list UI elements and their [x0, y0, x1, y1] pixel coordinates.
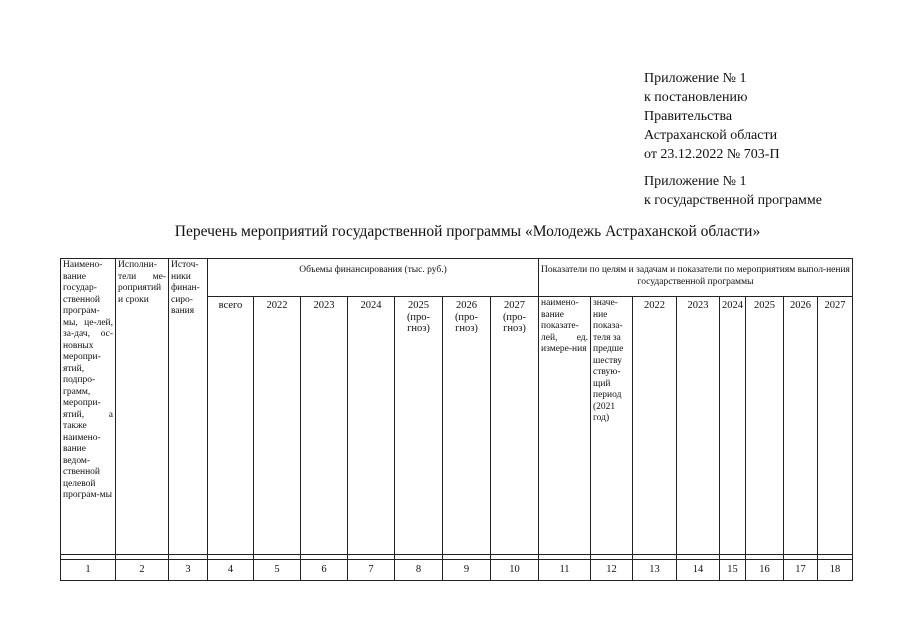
- header-fin-year: 2027 (про-гноз): [491, 297, 539, 555]
- header-executors-column: Исполни-тели ме-роприятий и сроки: [116, 259, 169, 555]
- header-ind-year: 2023: [677, 297, 720, 555]
- appendix-line: к государственной программе: [644, 193, 822, 208]
- header-fin-year: 2024: [348, 297, 395, 555]
- column-number: 16: [746, 560, 784, 581]
- column-number: 13: [633, 560, 677, 581]
- appendix-line: Приложение № 1: [644, 174, 747, 189]
- column-number: 1: [61, 560, 116, 581]
- column-number: 8: [395, 560, 443, 581]
- column-number: 5: [254, 560, 301, 581]
- appendix-header-program: [644, 172, 894, 210]
- header-ind-year: 2026: [784, 297, 818, 555]
- header-fin-total: всего: [208, 297, 254, 555]
- appendix-line: к постановлению: [644, 90, 748, 105]
- header-fin-year: 2026 (про-гноз): [443, 297, 491, 555]
- header-financing-group: Объемы финансирования (тыс. руб.): [208, 259, 539, 297]
- column-number: 14: [677, 560, 720, 581]
- header-ind-year: 2024: [720, 297, 746, 555]
- column-number: 15: [720, 560, 746, 581]
- appendix-line: Приложение № 1: [644, 71, 747, 86]
- column-number: 17: [784, 560, 818, 581]
- column-number: 3: [169, 560, 208, 581]
- appendix-line: от 23.12.2022 № 703-П: [644, 147, 780, 162]
- header-fin-year: 2023: [301, 297, 348, 555]
- column-number: 7: [348, 560, 395, 581]
- column-number: 18: [818, 560, 853, 581]
- column-number: 4: [208, 560, 254, 581]
- header-ind-year: 2022: [633, 297, 677, 555]
- header-name-column: Наимено-вание государ-ственной програм-мы, це-лей, за-дач, ос-новных меропри-ятий, подпро-грамм, меропри-ятий, а также наимено-вание ведом-ственной целевой програм-мы: [61, 259, 116, 555]
- header-sources-column: Источ-ники финан-сиро-вания: [169, 259, 208, 555]
- column-number: 6: [301, 560, 348, 581]
- activities-table: [60, 258, 853, 581]
- column-number: 11: [539, 560, 591, 581]
- column-number: 9: [443, 560, 491, 581]
- column-number: 12: [591, 560, 633, 581]
- document-title: Перечень мероприятий государственной программы «Молодежь Астраханской области»: [174, 223, 761, 240]
- appendix-line: Астраханской области: [644, 128, 778, 143]
- column-number: 10: [491, 560, 539, 581]
- column-number: 2: [116, 560, 169, 581]
- appendix-line: Правительства: [644, 109, 733, 124]
- header-ind-year: 2027: [818, 297, 853, 555]
- appendix-header-decree: [644, 69, 894, 164]
- header-indicators-group: Показатели по целям и задачам и показатели по мероприятиям выпол-нения государственной программы: [539, 259, 853, 297]
- header-fin-year: 2025 (про-гноз): [395, 297, 443, 555]
- header-fin-year: 2022: [254, 297, 301, 555]
- header-ind-year: 2025: [746, 297, 784, 555]
- header-indicator-base-value: значе-ние показа-теля за предше шеству ствую-щий период (2021 год): [591, 297, 633, 555]
- header-indicator-name: наимено-вание показате-лей, ед. измере-ния: [539, 297, 591, 555]
